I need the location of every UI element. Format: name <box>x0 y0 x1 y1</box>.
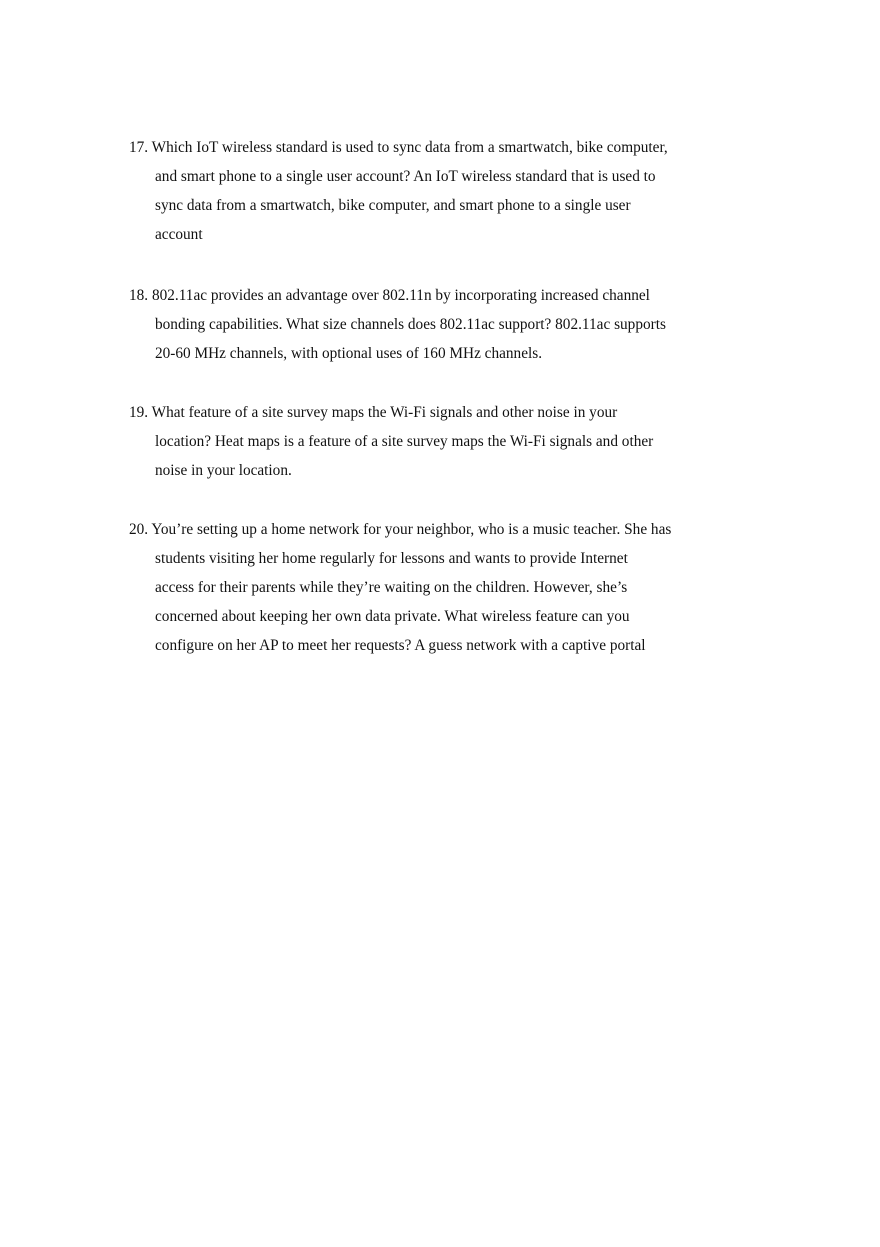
question-line: concerned about keeping her own data private. What wireless feature can you <box>155 608 630 625</box>
question-line: bonding capabilities. What size channels does 802.11ac support? 802.11ac supports <box>155 316 666 333</box>
question-18 <box>129 281 709 368</box>
question-19 <box>129 398 709 485</box>
question-line: students visiting her home regularly for lessons and wants to provide Internet <box>155 550 628 567</box>
question-line: 20-60 MHz channels, with optional uses of 160 MHz channels. <box>155 345 543 362</box>
question-20 <box>129 515 709 660</box>
question-line: access for their parents while they’re waiting on the children. However, she’s <box>155 579 628 596</box>
question-line: and smart phone to a single user account? An IoT wireless standard that is used to <box>155 168 656 185</box>
question-line: 19. What feature of a site survey maps the Wi-Fi signals and other noise in your <box>129 404 618 421</box>
question-line: sync data from a smartwatch, bike computer, and smart phone to a single user <box>155 197 631 214</box>
question-line: noise in your location. <box>155 462 292 479</box>
question-line: configure on her AP to meet her requests? A guess network with a captive portal <box>155 637 646 654</box>
question-line: 18. 802.11ac provides an advantage over 802.11n by incorporating increased channel <box>129 287 650 304</box>
question-line: 17. Which IoT wireless standard is used to sync data from a smartwatch, bike computer, <box>129 139 668 156</box>
question-17 <box>129 133 709 249</box>
question-line: location? Heat maps is a feature of a site survey maps the Wi-Fi signals and other <box>155 433 654 450</box>
question-line: 20. You’re setting up a home network for your neighbor, who is a music teacher. She has <box>129 521 672 538</box>
question-line: account <box>155 226 203 243</box>
